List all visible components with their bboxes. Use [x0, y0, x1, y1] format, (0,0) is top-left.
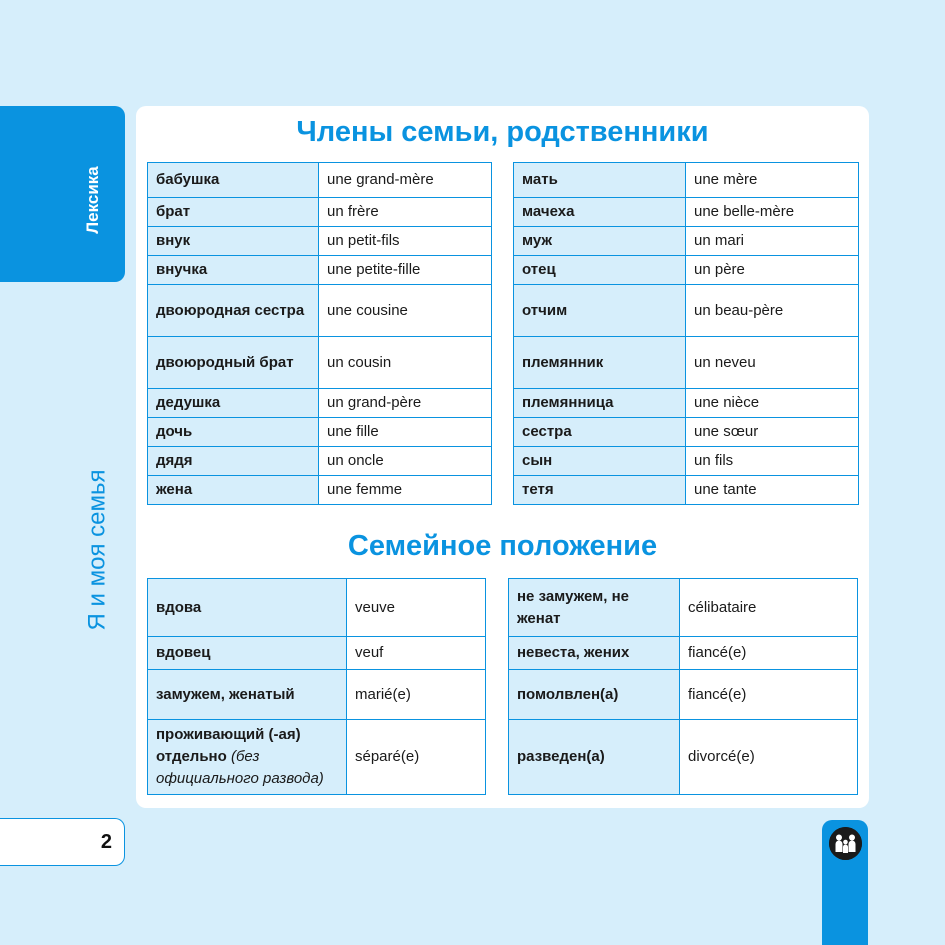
- table-row: [148, 418, 492, 447]
- table-row: [148, 670, 486, 720]
- french-term: un père: [686, 256, 859, 285]
- table-row: [514, 163, 859, 198]
- french-term: veuf: [347, 637, 486, 670]
- chapter-title: Я и моя семья: [83, 469, 110, 631]
- table-row: [514, 256, 859, 285]
- marital-status-title: Семейное положение: [347, 530, 658, 562]
- french-term: une nièce: [686, 389, 859, 418]
- french-term: un oncle: [319, 447, 492, 476]
- french-term: une sœur: [686, 418, 859, 447]
- table-row: [148, 227, 492, 256]
- russian-term: племянница: [514, 389, 686, 418]
- russian-term: помолвлен(а): [509, 670, 680, 720]
- table-row: [514, 418, 859, 447]
- french-term: un petit-fils: [319, 227, 492, 256]
- table-row: [509, 637, 858, 670]
- russian-term: вдова: [148, 579, 347, 637]
- french-term: un mari: [686, 227, 859, 256]
- french-term: célibataire: [680, 579, 858, 637]
- french-term: un neveu: [686, 337, 859, 389]
- russian-term: дочь: [148, 418, 319, 447]
- russian-term: брат: [148, 198, 319, 227]
- family-icon: [829, 827, 862, 860]
- chapter-title-wrap: [72, 450, 122, 650]
- french-term: fiancé(e): [680, 637, 858, 670]
- french-term: une cousine: [319, 285, 492, 337]
- russian-term: племянник: [514, 337, 686, 389]
- section-tab-label: Лексика: [82, 166, 102, 234]
- table-row: [148, 720, 486, 795]
- russian-term: сын: [514, 447, 686, 476]
- table-row: [148, 198, 492, 227]
- table-row: [514, 476, 859, 505]
- table-row: [514, 198, 859, 227]
- page-number-value: 2: [100, 830, 112, 853]
- table-row: [148, 637, 486, 670]
- french-term: une femme: [319, 476, 492, 505]
- russian-term: отчим: [514, 285, 686, 337]
- russian-term-note: (без официального развода): [156, 748, 324, 787]
- russian-term: тетя: [514, 476, 686, 505]
- russian-term: бабушка: [148, 163, 319, 198]
- russian-term: сестра: [514, 418, 686, 447]
- table-row: [514, 227, 859, 256]
- russian-term: проживающий (-ая) отдельно (без официального развода): [148, 720, 347, 795]
- content-card: [136, 106, 869, 808]
- section-tab-label-wrap: [70, 150, 115, 250]
- french-term: une grand-mère: [319, 163, 492, 198]
- french-term: un cousin: [319, 337, 492, 389]
- table-row: [509, 720, 858, 795]
- russian-term: двоюродная сестра: [148, 285, 319, 337]
- table-row: [514, 285, 859, 337]
- russian-term: отец: [514, 256, 686, 285]
- russian-term: не замужем, не женат: [509, 579, 680, 637]
- russian-term: разведен(а): [509, 720, 680, 795]
- table-row: [148, 256, 492, 285]
- french-term: veuve: [347, 579, 486, 637]
- russian-term: мать: [514, 163, 686, 198]
- french-term: un grand-père: [319, 389, 492, 418]
- table-row: [514, 337, 859, 389]
- table-row: [148, 285, 492, 337]
- table-row: [148, 579, 486, 637]
- table-row: [148, 337, 492, 389]
- russian-term: жена: [148, 476, 319, 505]
- table-row: [514, 447, 859, 476]
- russian-term: замужем, женатый: [148, 670, 347, 720]
- french-term: fiancé(e): [680, 670, 858, 720]
- french-term: divorcé(e): [680, 720, 858, 795]
- table-row: [148, 447, 492, 476]
- russian-term: внучка: [148, 256, 319, 285]
- french-term: une mère: [686, 163, 859, 198]
- russian-term: мачеха: [514, 198, 686, 227]
- table-row: [509, 579, 858, 637]
- russian-term: двоюродный брат: [148, 337, 319, 389]
- french-term: une petite-fille: [319, 256, 492, 285]
- marital-status-table-right: [508, 578, 858, 795]
- russian-term: дедушка: [148, 389, 319, 418]
- family-members-title: Члены семьи, родственники: [296, 116, 709, 148]
- french-term: une belle-mère: [686, 198, 859, 227]
- table-row: [514, 389, 859, 418]
- russian-term: внук: [148, 227, 319, 256]
- russian-term: вдовец: [148, 637, 347, 670]
- french-term: une fille: [319, 418, 492, 447]
- table-row: [509, 670, 858, 720]
- french-term: marié(e): [347, 670, 486, 720]
- family-members-table-right: [513, 162, 859, 505]
- page-number: [0, 818, 125, 866]
- french-term: une tante: [686, 476, 859, 505]
- russian-term: муж: [514, 227, 686, 256]
- french-term: un frère: [319, 198, 492, 227]
- table-row: [148, 389, 492, 418]
- french-term: un fils: [686, 447, 859, 476]
- marital-status-table-left: [147, 578, 486, 795]
- russian-term: невеста, жених: [509, 637, 680, 670]
- family-members-table-left: [147, 162, 492, 505]
- table-row: [148, 163, 492, 198]
- french-term: séparé(e): [347, 720, 486, 795]
- table-row: [148, 476, 492, 505]
- russian-term: дядя: [148, 447, 319, 476]
- french-term: un beau-père: [686, 285, 859, 337]
